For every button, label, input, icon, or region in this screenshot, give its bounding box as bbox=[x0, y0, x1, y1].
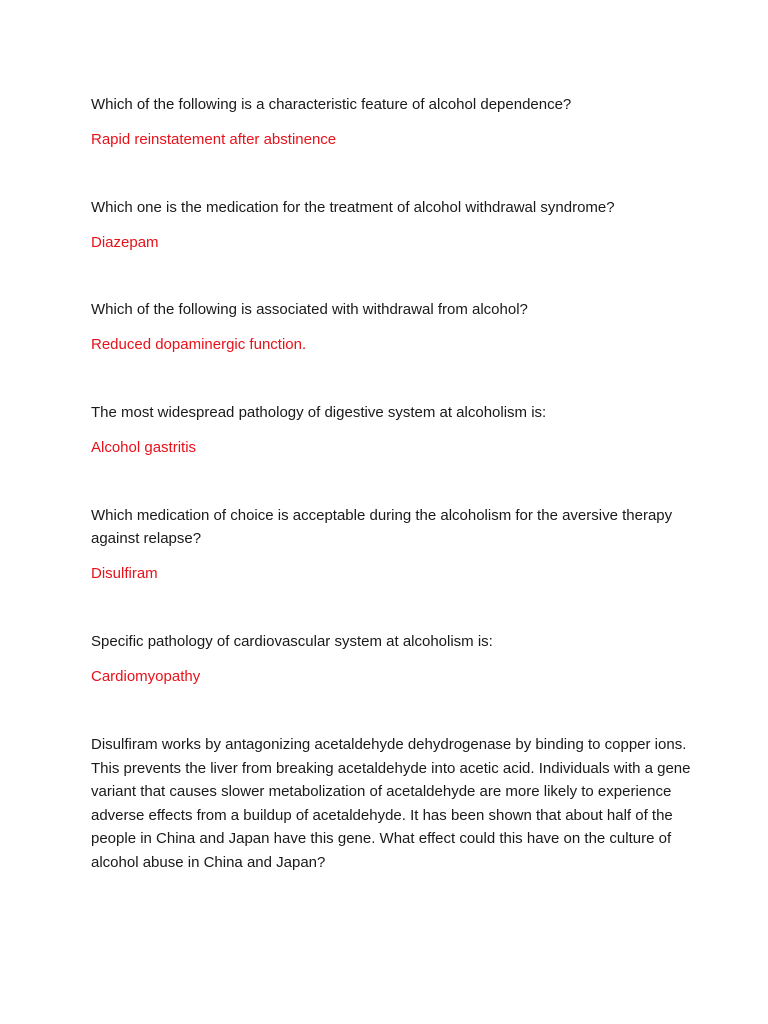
answer-text: Diazepam bbox=[91, 234, 159, 251]
question-text: Which of the following is associated with withdrawal from alcohol? bbox=[91, 301, 528, 318]
question-text: Which medication of choice is acceptable during the alcoholism for the aversive therapy against relapse? bbox=[91, 507, 673, 547]
answer-text: Alcohol gastritis bbox=[91, 439, 197, 456]
qa-item-5 bbox=[91, 504, 681, 585]
qa-item-4 bbox=[91, 401, 701, 459]
qa-item-1 bbox=[91, 93, 701, 151]
question-text: Which one is the medication for the treatment of alcohol withdrawal syndrome? bbox=[91, 199, 615, 216]
qa-item-6 bbox=[91, 630, 701, 688]
closing-paragraph-block bbox=[91, 733, 691, 875]
qa-item-3 bbox=[91, 298, 701, 356]
question-text: Specific pathology of cardiovascular system at alcoholism is: bbox=[91, 633, 493, 650]
answer-text: Reduced dopaminergic function. bbox=[91, 336, 307, 353]
question-text: The most widespread pathology of digestive system at alcoholism is: bbox=[91, 404, 547, 421]
answer-text: Rapid reinstatement after abstinence bbox=[91, 131, 337, 148]
answer-text: Cardiomyopathy bbox=[91, 668, 201, 685]
closing-paragraph: Disulfiram works by antagonizing acetaldehyde dehydrogenase by binding to copper ions. This prevents the liver from breaking acetaldehyde into acetic acid. Individuals with a gene variant that causes slower metabolization of acetaldehyde are more likely to experience adverse effects from a buildup of acetaldehyde. It has been shown that about half of the people in China and Japan have this gene. What effect could this have on the culture of alcohol abuse in China and Japan? bbox=[91, 736, 691, 871]
question-text: Which of the following is a characteristic feature of alcohol dependence? bbox=[91, 96, 572, 113]
qa-item-2 bbox=[91, 196, 701, 254]
answer-text: Disulfiram bbox=[91, 565, 158, 582]
